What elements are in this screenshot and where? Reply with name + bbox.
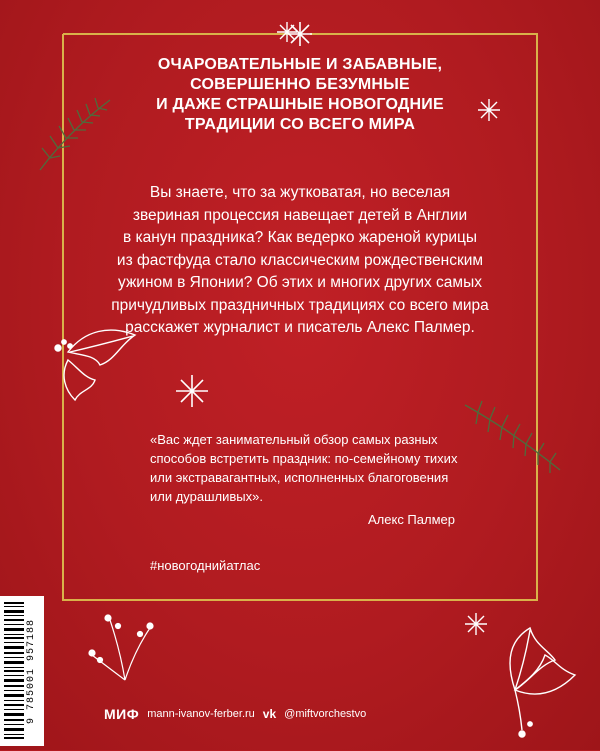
barcode-digits: 9 785001 957188 xyxy=(26,618,37,724)
quote-author: Алекс Палмер xyxy=(368,512,455,527)
social-handle[interactable]: @miftvorchestvo xyxy=(284,708,367,720)
snowflake-icon xyxy=(465,613,487,635)
holly-leaf-icon xyxy=(510,628,575,737)
footer xyxy=(104,704,366,724)
mistletoe-icon xyxy=(89,615,153,680)
quote-text: «Вас ждет занимательный обзор самых разных способов встретить праздник: по-семейному тихих или экстравагантных, исполненных благоговения или дурашливых». xyxy=(150,432,458,504)
book-description: Вы знаете, что за жутковатая, но веселая звериная процессия навещает детей в Англии в канун праздника? Как ведерко жареной курицы из фастфуда стало классическим рождественским ужином в Японии? Об этих и многих других самых причудливых праздничных традициях со всего мира расскажет журналист и писатель Алекс Палмер. xyxy=(111,184,489,336)
snowflake-icon xyxy=(176,375,208,407)
publisher-logo: МИФ xyxy=(104,706,140,722)
vk-icon: vk xyxy=(262,707,277,721)
holly-leaf-icon xyxy=(55,330,135,400)
hashtag: #новогоднийатлас xyxy=(150,558,261,573)
headline: ОЧАРОВАТЕЛЬНЫЕ И ЗАБАВНЫЕ, СОВЕРШЕННО БЕЗУМНЫЕ И ДАЖЕ СТРАШНЫЕ НОВОГОДНИЕ ТРАДИЦИИ СО ВСЕГО МИРА xyxy=(156,56,444,133)
snowflake-icon xyxy=(277,22,297,42)
frame-star-icon xyxy=(288,22,312,46)
website-link[interactable]: mann-ivanov-ferber.ru xyxy=(147,708,255,720)
